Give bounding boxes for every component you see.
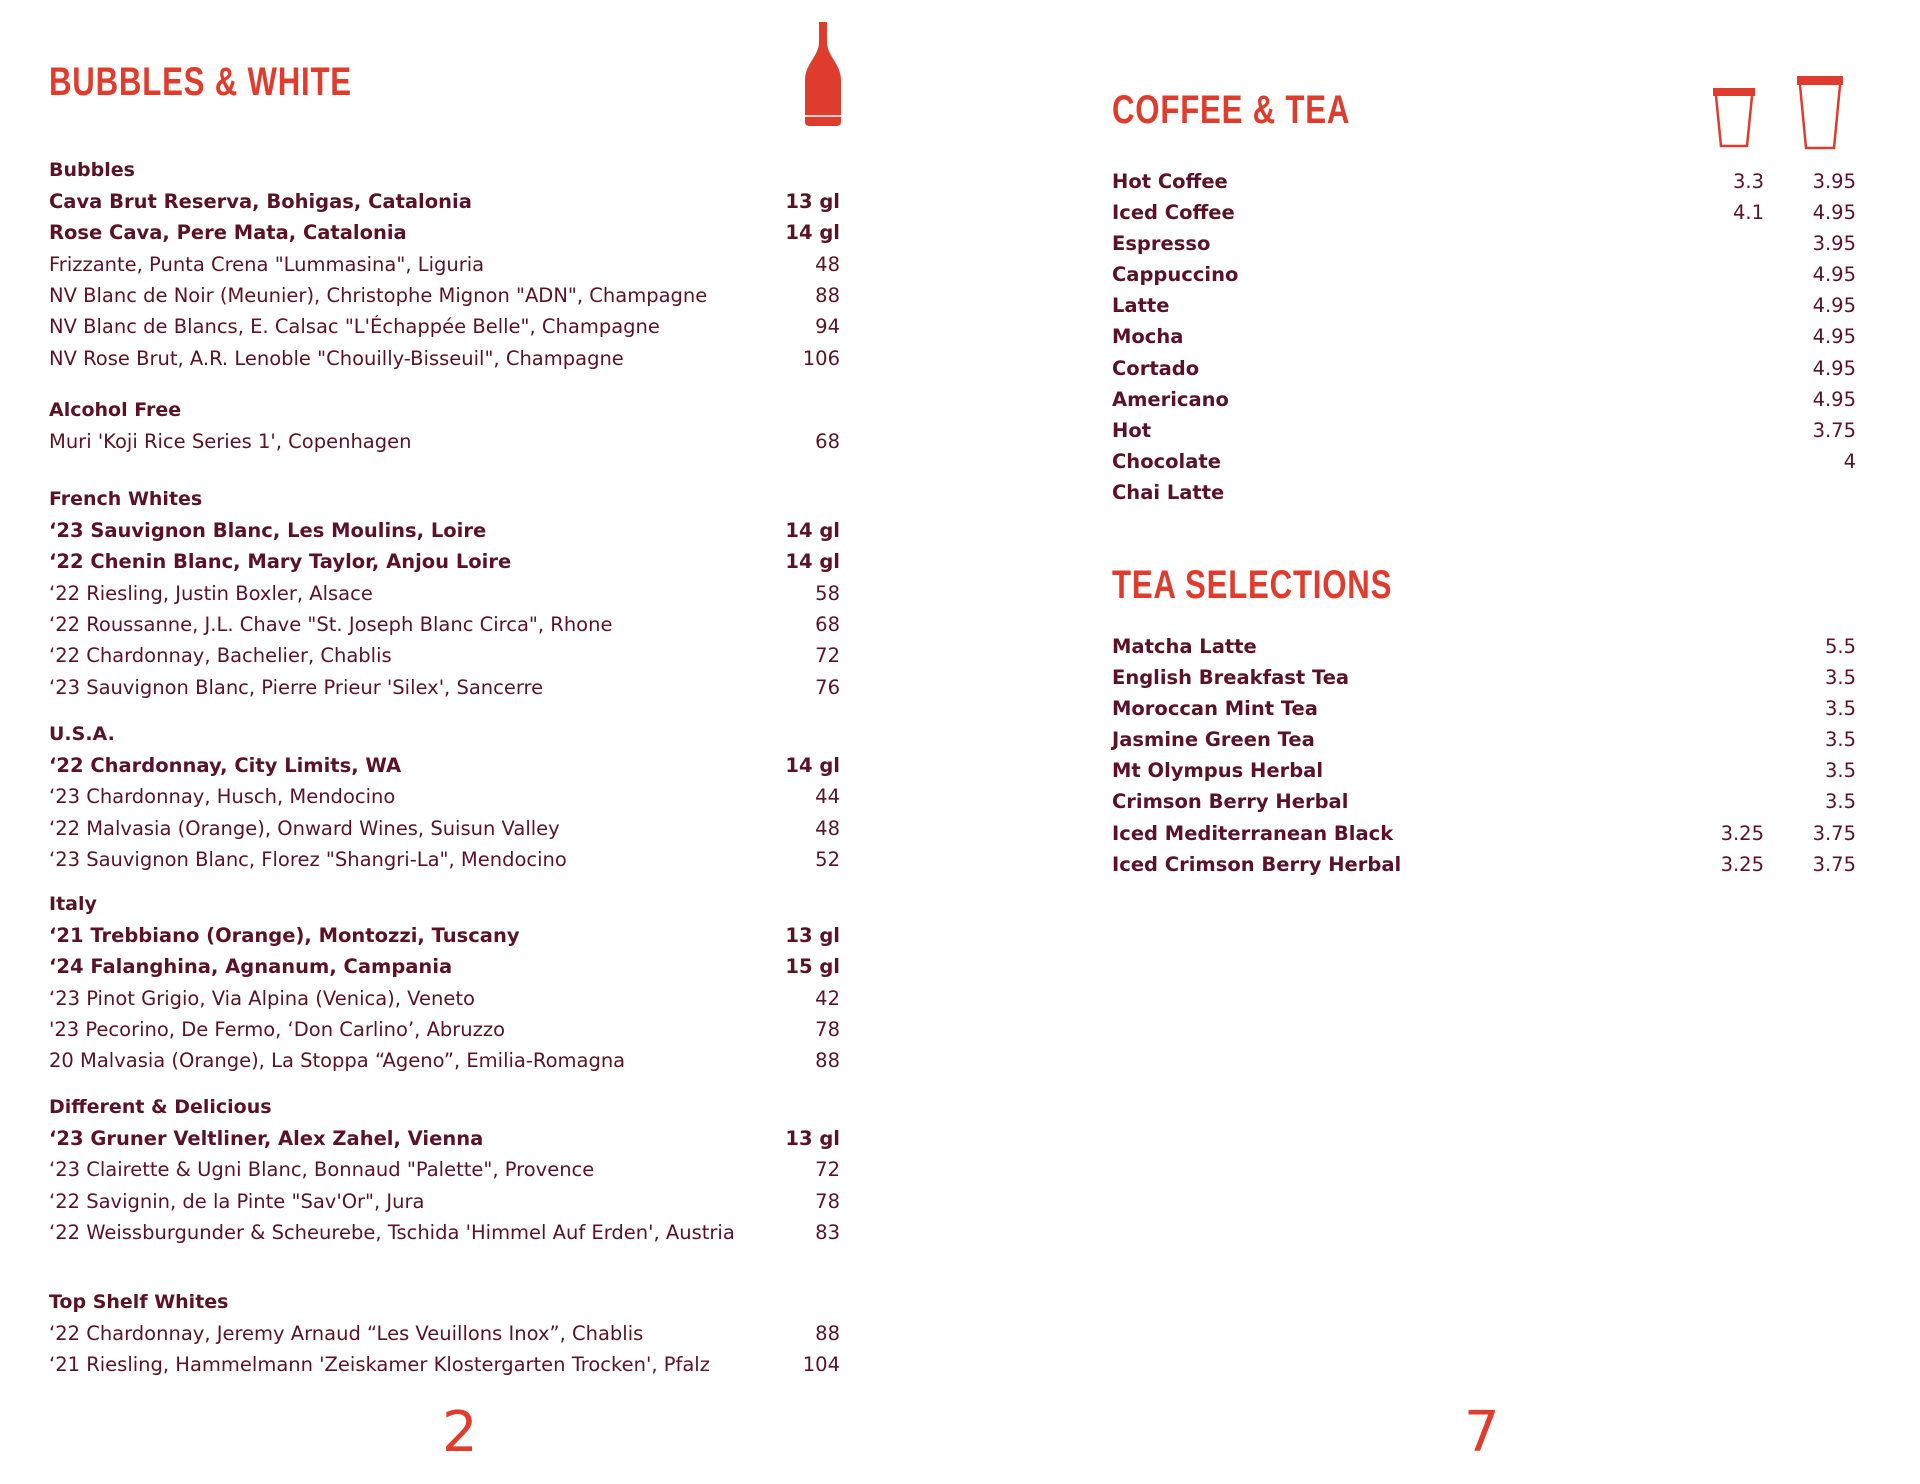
large-price: 4.95 (1812, 294, 1856, 318)
item-name: ‘23 Clairette & Ugni Blanc, Bonnaud "Palette", Provence (49, 1158, 595, 1182)
menu-item (1112, 477, 1856, 508)
menu-item (49, 1014, 840, 1045)
section-heading: U.S.A. (49, 723, 115, 745)
item-price: 68 (815, 430, 840, 454)
menu-item (1112, 384, 1856, 415)
item-name: Iced Crimson Berry Herbal (1112, 852, 1402, 876)
menu-item (1112, 446, 1856, 477)
item-name: Frizzante, Punta Crena "Lummasina", Liguria (49, 252, 485, 276)
menu-item (1112, 631, 1856, 662)
item-price: 58 (815, 581, 840, 605)
section-heading: Italy (49, 893, 97, 915)
large-price: 3.75 (1812, 821, 1856, 845)
item-price: 88 (815, 284, 840, 308)
item-name: Espresso (1112, 232, 1211, 256)
item-price: 14 gl (785, 754, 840, 778)
menu-item (49, 844, 840, 875)
item-name: ‘23 Sauvignon Blanc, Les Moulins, Loire (49, 519, 487, 543)
item-name: Muri 'Koji Rice Series 1', Copenhagen (49, 430, 412, 454)
item-name: ‘22 Roussanne, J.L. Chave "St. Joseph Blanc Circa", Rhone (49, 613, 613, 637)
menu-item (1112, 166, 1856, 197)
section-bubbles (49, 155, 840, 374)
item-price: 83 (815, 1221, 840, 1245)
item-name: ‘23 Sauvignon Blanc, Pierre Prieur 'Silex', Sancerre (49, 675, 544, 699)
item-name: Rose Cava, Pere Mata, Catalonia (49, 221, 407, 245)
large-price: 3.95 (1812, 232, 1856, 256)
section-different-delicious (49, 1092, 840, 1248)
item-name: '23 Pecorino, De Fermo, ‘Don Carlino’, Abruzzo (49, 1018, 506, 1042)
menu-item (49, 311, 840, 342)
item-name: Latte (1112, 294, 1170, 318)
item-price: 52 (815, 848, 840, 872)
menu-item (1112, 755, 1856, 786)
item-name: ‘23 Pinot Grigio, Via Alpina (Venica), Veneto (49, 986, 475, 1010)
item-price: 13 gl (785, 1127, 840, 1151)
item-name: Cava Brut Reserva, Bohigas, Catalonia (49, 190, 472, 214)
large-price: 3.5 (1824, 728, 1856, 752)
item-name: ‘22 Malvasia (Orange), Onward Wines, Suisun Valley (49, 816, 560, 840)
menu-item (49, 280, 840, 311)
section-u-s-a (49, 719, 840, 875)
item-price: 68 (815, 613, 840, 637)
item-price: 14 gl (785, 519, 840, 543)
item-name: Cappuccino (1112, 263, 1239, 287)
item-price: 104 (802, 1353, 840, 1377)
item-name: ‘22 Savignin, de la Pinte "Sav'Or", Jura (49, 1189, 425, 1213)
item-price: 76 (815, 675, 840, 699)
page-number-right: 7 (1464, 1400, 1500, 1465)
item-price: 15 gl (785, 955, 840, 979)
large-price: 3.75 (1812, 418, 1856, 442)
item-price: 78 (815, 1018, 840, 1042)
menu-item (1112, 197, 1856, 228)
section-heading: Different & Delicious (49, 1096, 272, 1118)
item-price: 72 (815, 1158, 840, 1182)
item-name: ‘23 Sauvignon Blanc, Florez "Shangri-La", Mendocino (49, 848, 567, 872)
menu-item (1112, 228, 1856, 259)
large-price: 4.95 (1812, 325, 1856, 349)
menu-item (49, 951, 840, 982)
section-heading: French Whites (49, 488, 203, 510)
item-name: Crimson Berry Herbal (1112, 790, 1349, 814)
item-name: Mocha (1112, 325, 1184, 349)
item-price: 72 (815, 644, 840, 668)
item-name: NV Blanc de Blancs, E. Calsac "L'Échappée Belle", Champagne (49, 315, 660, 339)
item-price: 42 (815, 986, 840, 1010)
menu-item (49, 515, 840, 546)
menu-item (49, 1318, 840, 1349)
item-name: ‘22 Riesling, Justin Boxler, Alsace (49, 581, 373, 605)
item-name: Jasmine Green Tea (1112, 728, 1315, 752)
menu-item (1112, 259, 1856, 290)
menu-item (1112, 693, 1856, 724)
small-price: 3.25 (1720, 821, 1764, 845)
section-italy (49, 889, 840, 1076)
menu-item (49, 342, 840, 373)
menu-item (49, 1217, 840, 1248)
menu-item (1112, 353, 1856, 384)
item-name: ‘23 Gruner Veltliner, Alex Zahel, Vienna (49, 1127, 484, 1151)
large-price: 5.5 (1824, 635, 1856, 658)
menu-item (1112, 321, 1856, 352)
item-name: English Breakfast Tea (1112, 666, 1350, 690)
item-name: Chocolate (1112, 449, 1221, 473)
large-price: 3.5 (1824, 697, 1856, 721)
item-name: ‘22 Weissburgunder & Scheurebe, Tschida 'Himmel Auf Erden', Austria (49, 1221, 735, 1245)
section-french-whites (49, 484, 840, 703)
page-number-left: 2 (442, 1400, 478, 1465)
item-price: 88 (815, 1049, 840, 1073)
item-name: Iced Coffee (1112, 201, 1235, 225)
menu-item (49, 750, 840, 781)
item-price: 14 gl (785, 221, 840, 245)
right-page (1112, 0, 1856, 1484)
section-top-shelf-whites (49, 1287, 840, 1381)
menu-item (49, 249, 840, 280)
item-name: ‘22 Chardonnay, Jeremy Arnaud “Les Veuillons Inox”, Chablis (49, 1322, 644, 1346)
menu-item (49, 1123, 840, 1154)
menu-item (1112, 849, 1856, 880)
menu-item (1112, 415, 1856, 446)
item-price: 48 (815, 252, 840, 276)
item-price: 44 (815, 785, 840, 809)
item-price: 88 (815, 1322, 840, 1346)
large-price: 4.95 (1812, 263, 1856, 287)
section-heading: Top Shelf Whites (49, 1291, 229, 1313)
item-name: NV Rose Brut, A.R. Lenoble "Chouilly-Bisseuil", Champagne (49, 346, 624, 370)
menu-item (49, 426, 840, 457)
item-price: 106 (802, 346, 840, 370)
menu-item (49, 1349, 840, 1380)
item-name: Chai Latte (1112, 480, 1225, 504)
section-alcohol-free (49, 395, 840, 457)
menu-item (49, 983, 840, 1014)
item-name: Matcha Latte (1112, 635, 1257, 658)
menu-item (1112, 290, 1856, 321)
section-heading: Bubbles (49, 159, 135, 181)
menu-item (49, 1045, 840, 1076)
item-name: NV Blanc de Noir (Meunier), Christophe Mignon "ADN", Champagne (49, 284, 708, 308)
wine-bottle-icon (804, 22, 842, 130)
section-heading: Alcohol Free (49, 399, 182, 421)
coffee-tea-title: COFFEE & TEA (1112, 88, 1351, 132)
large-price: 4 (1843, 449, 1856, 473)
bubbles-white-title: BUBBLES & WHITE (49, 60, 352, 104)
menu-item (49, 640, 840, 671)
menu-item (49, 1154, 840, 1185)
item-name: ‘22 Chenin Blanc, Mary Taylor, Anjou Loire (49, 550, 512, 574)
item-name: Cortado (1112, 356, 1200, 380)
large-price: 3.5 (1824, 790, 1856, 814)
large-price: 4.95 (1812, 387, 1856, 411)
large-price: 4.95 (1812, 356, 1856, 380)
small-price: 3.3 (1732, 170, 1764, 193)
item-name: ‘21 Trebbiano (Orange), Montozzi, Tuscany (49, 924, 520, 948)
tea-list (1112, 631, 1856, 880)
menu-item (49, 920, 840, 951)
item-name: ‘22 Chardonnay, City Limits, WA (49, 754, 402, 778)
left-page (49, 0, 840, 1484)
menu-item (49, 781, 840, 812)
menu-item (49, 217, 840, 248)
item-price: 48 (815, 816, 840, 840)
large-price: 3.5 (1824, 666, 1856, 690)
item-name: Mt Olympus Herbal (1112, 759, 1324, 783)
small-cup-icon (1712, 86, 1756, 152)
small-price: 3.25 (1720, 852, 1764, 876)
item-name: 20 Malvasia (Orange), La Stoppa “Ageno”, Emilia-Romagna (49, 1049, 626, 1073)
menu-item (49, 1186, 840, 1217)
large-price: 3.75 (1812, 852, 1856, 876)
menu-item (1112, 662, 1856, 693)
item-name: Americano (1112, 387, 1229, 411)
item-price: 94 (815, 315, 840, 339)
menu-item (49, 813, 840, 844)
item-name: Iced Mediterranean Black (1112, 821, 1394, 845)
item-name: Hot (1112, 418, 1152, 442)
item-name: ‘23 Chardonnay, Husch, Mendocino (49, 785, 396, 809)
menu-item (49, 609, 840, 640)
item-name: Hot Coffee (1112, 170, 1228, 193)
large-price: 3.95 (1812, 170, 1856, 193)
item-name: ‘21 Riesling, Hammelmann 'Zeiskamer Klostergarten Trocken', Pfalz (49, 1353, 710, 1377)
item-name: ‘22 Chardonnay, Bachelier, Chablis (49, 644, 392, 668)
menu-item (1112, 786, 1856, 817)
item-price: 14 gl (785, 550, 840, 574)
menu-item (1112, 818, 1856, 849)
small-price: 4.1 (1732, 201, 1764, 225)
item-price: 13 gl (785, 924, 840, 948)
item-price: 13 gl (785, 190, 840, 214)
item-name: Moroccan Mint Tea (1112, 697, 1318, 721)
large-cup-icon (1796, 74, 1844, 154)
large-price: 4.95 (1812, 201, 1856, 225)
item-price: 78 (815, 1189, 840, 1213)
menu-item (49, 578, 840, 609)
menu-item (49, 671, 840, 702)
item-name: ‘24 Falanghina, Agnanum, Campania (49, 955, 453, 979)
menu-item (49, 186, 840, 217)
large-price: 3.5 (1824, 759, 1856, 783)
menu-item (49, 546, 840, 577)
tea-selections-title: TEA SELECTIONS (1112, 563, 1393, 607)
coffee-list (1112, 166, 1856, 508)
menu-item (1112, 724, 1856, 755)
